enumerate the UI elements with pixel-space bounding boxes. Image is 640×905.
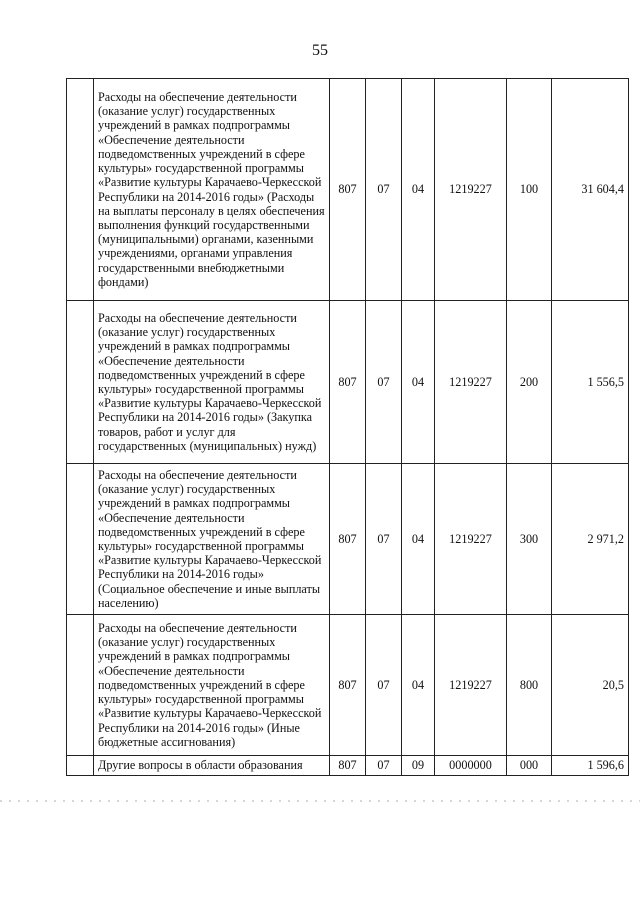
- expense-type-code: 800: [507, 615, 552, 756]
- amount: 1 596,6: [552, 756, 629, 776]
- empty-cell: [67, 615, 94, 756]
- empty-cell: [67, 301, 94, 464]
- amount: 2 971,2: [552, 464, 629, 615]
- expense-type-code: 100: [507, 79, 552, 301]
- page-number: 55: [312, 42, 328, 59]
- table-row: [67, 756, 629, 776]
- expense-type-code: 000: [507, 756, 552, 776]
- subsection-code: 04: [402, 464, 435, 615]
- section-code: 07: [366, 615, 402, 756]
- target-code: 1219227: [435, 79, 507, 301]
- empty-cell: [67, 79, 94, 301]
- table-row: [67, 301, 629, 464]
- row-description: Другие вопросы в области образования: [94, 756, 330, 776]
- expense-type-code: 300: [507, 464, 552, 615]
- row-description: Расходы на обеспечение деятельности (оказание услуг) государственных учреждений в рамках подпрограммы «Обеспечение деятельности подведомственных учреждений в сфере культуры» государственной программы «Развитие культуры Карачаево-Черкесской Республики на 2014-2016 годы» (Расходы на выплаты персоналу в целях обеспечения выполнения функций государственными (муниципальными) органами, казенными учреждениями, органами управления государственными внебюджетными фондами): [94, 79, 330, 301]
- row-description: Расходы на обеспечение деятельности (оказание услуг) государственных учреждений в рамках подпрограммы «Обеспечение деятельности подведомственных учреждений в сфере культуры» государственной программы «Развитие культуры Карачаево-Черкесской Республики на 2014-2016 годы» (Закупка товаров, работ и услуг для государственных (муниципальных) нужд): [94, 301, 330, 464]
- empty-cell: [67, 464, 94, 615]
- ministry-code: 807: [330, 756, 366, 776]
- section-code: 07: [366, 301, 402, 464]
- target-code: 1219227: [435, 301, 507, 464]
- ministry-code: 807: [330, 301, 366, 464]
- budget-table: [66, 78, 629, 776]
- ministry-code: 807: [330, 79, 366, 301]
- section-code: 07: [366, 79, 402, 301]
- row-description: Расходы на обеспечение деятельности (оказание услуг) государственных учреждений в рамках подпрограммы «Обеспечение деятельности подведомственных учреждений в сфере культуры» государственной программы «Развитие культуры Карачаево-Черкесской Республики на 2014-2016 годы» (Социальное обеспечение и иные выплаты населению): [94, 464, 330, 615]
- table-row: [67, 464, 629, 615]
- amount: 20,5: [552, 615, 629, 756]
- subsection-code: 04: [402, 79, 435, 301]
- scan-artifact-line: [0, 800, 640, 802]
- subsection-code: 04: [402, 615, 435, 756]
- ministry-code: 807: [330, 615, 366, 756]
- amount: 1 556,5: [552, 301, 629, 464]
- subsection-code: 04: [402, 301, 435, 464]
- section-code: 07: [366, 464, 402, 615]
- amount: 31 604,4: [552, 79, 629, 301]
- row-description: Расходы на обеспечение деятельности (оказание услуг) государственных учреждений в рамках подпрограммы «Обеспечение деятельности подведомственных учреждений в сфере культуры» государственной программы «Развитие культуры Карачаево-Черкесской Республики на 2014-2016 годы» (Иные бюджетные ассигнования): [94, 615, 330, 756]
- target-code: 0000000: [435, 756, 507, 776]
- target-code: 1219227: [435, 615, 507, 756]
- ministry-code: 807: [330, 464, 366, 615]
- expense-type-code: 200: [507, 301, 552, 464]
- target-code: 1219227: [435, 464, 507, 615]
- empty-cell: [67, 756, 94, 776]
- subsection-code: 09: [402, 756, 435, 776]
- table-row: [67, 615, 629, 756]
- table-row: [67, 79, 629, 301]
- section-code: 07: [366, 756, 402, 776]
